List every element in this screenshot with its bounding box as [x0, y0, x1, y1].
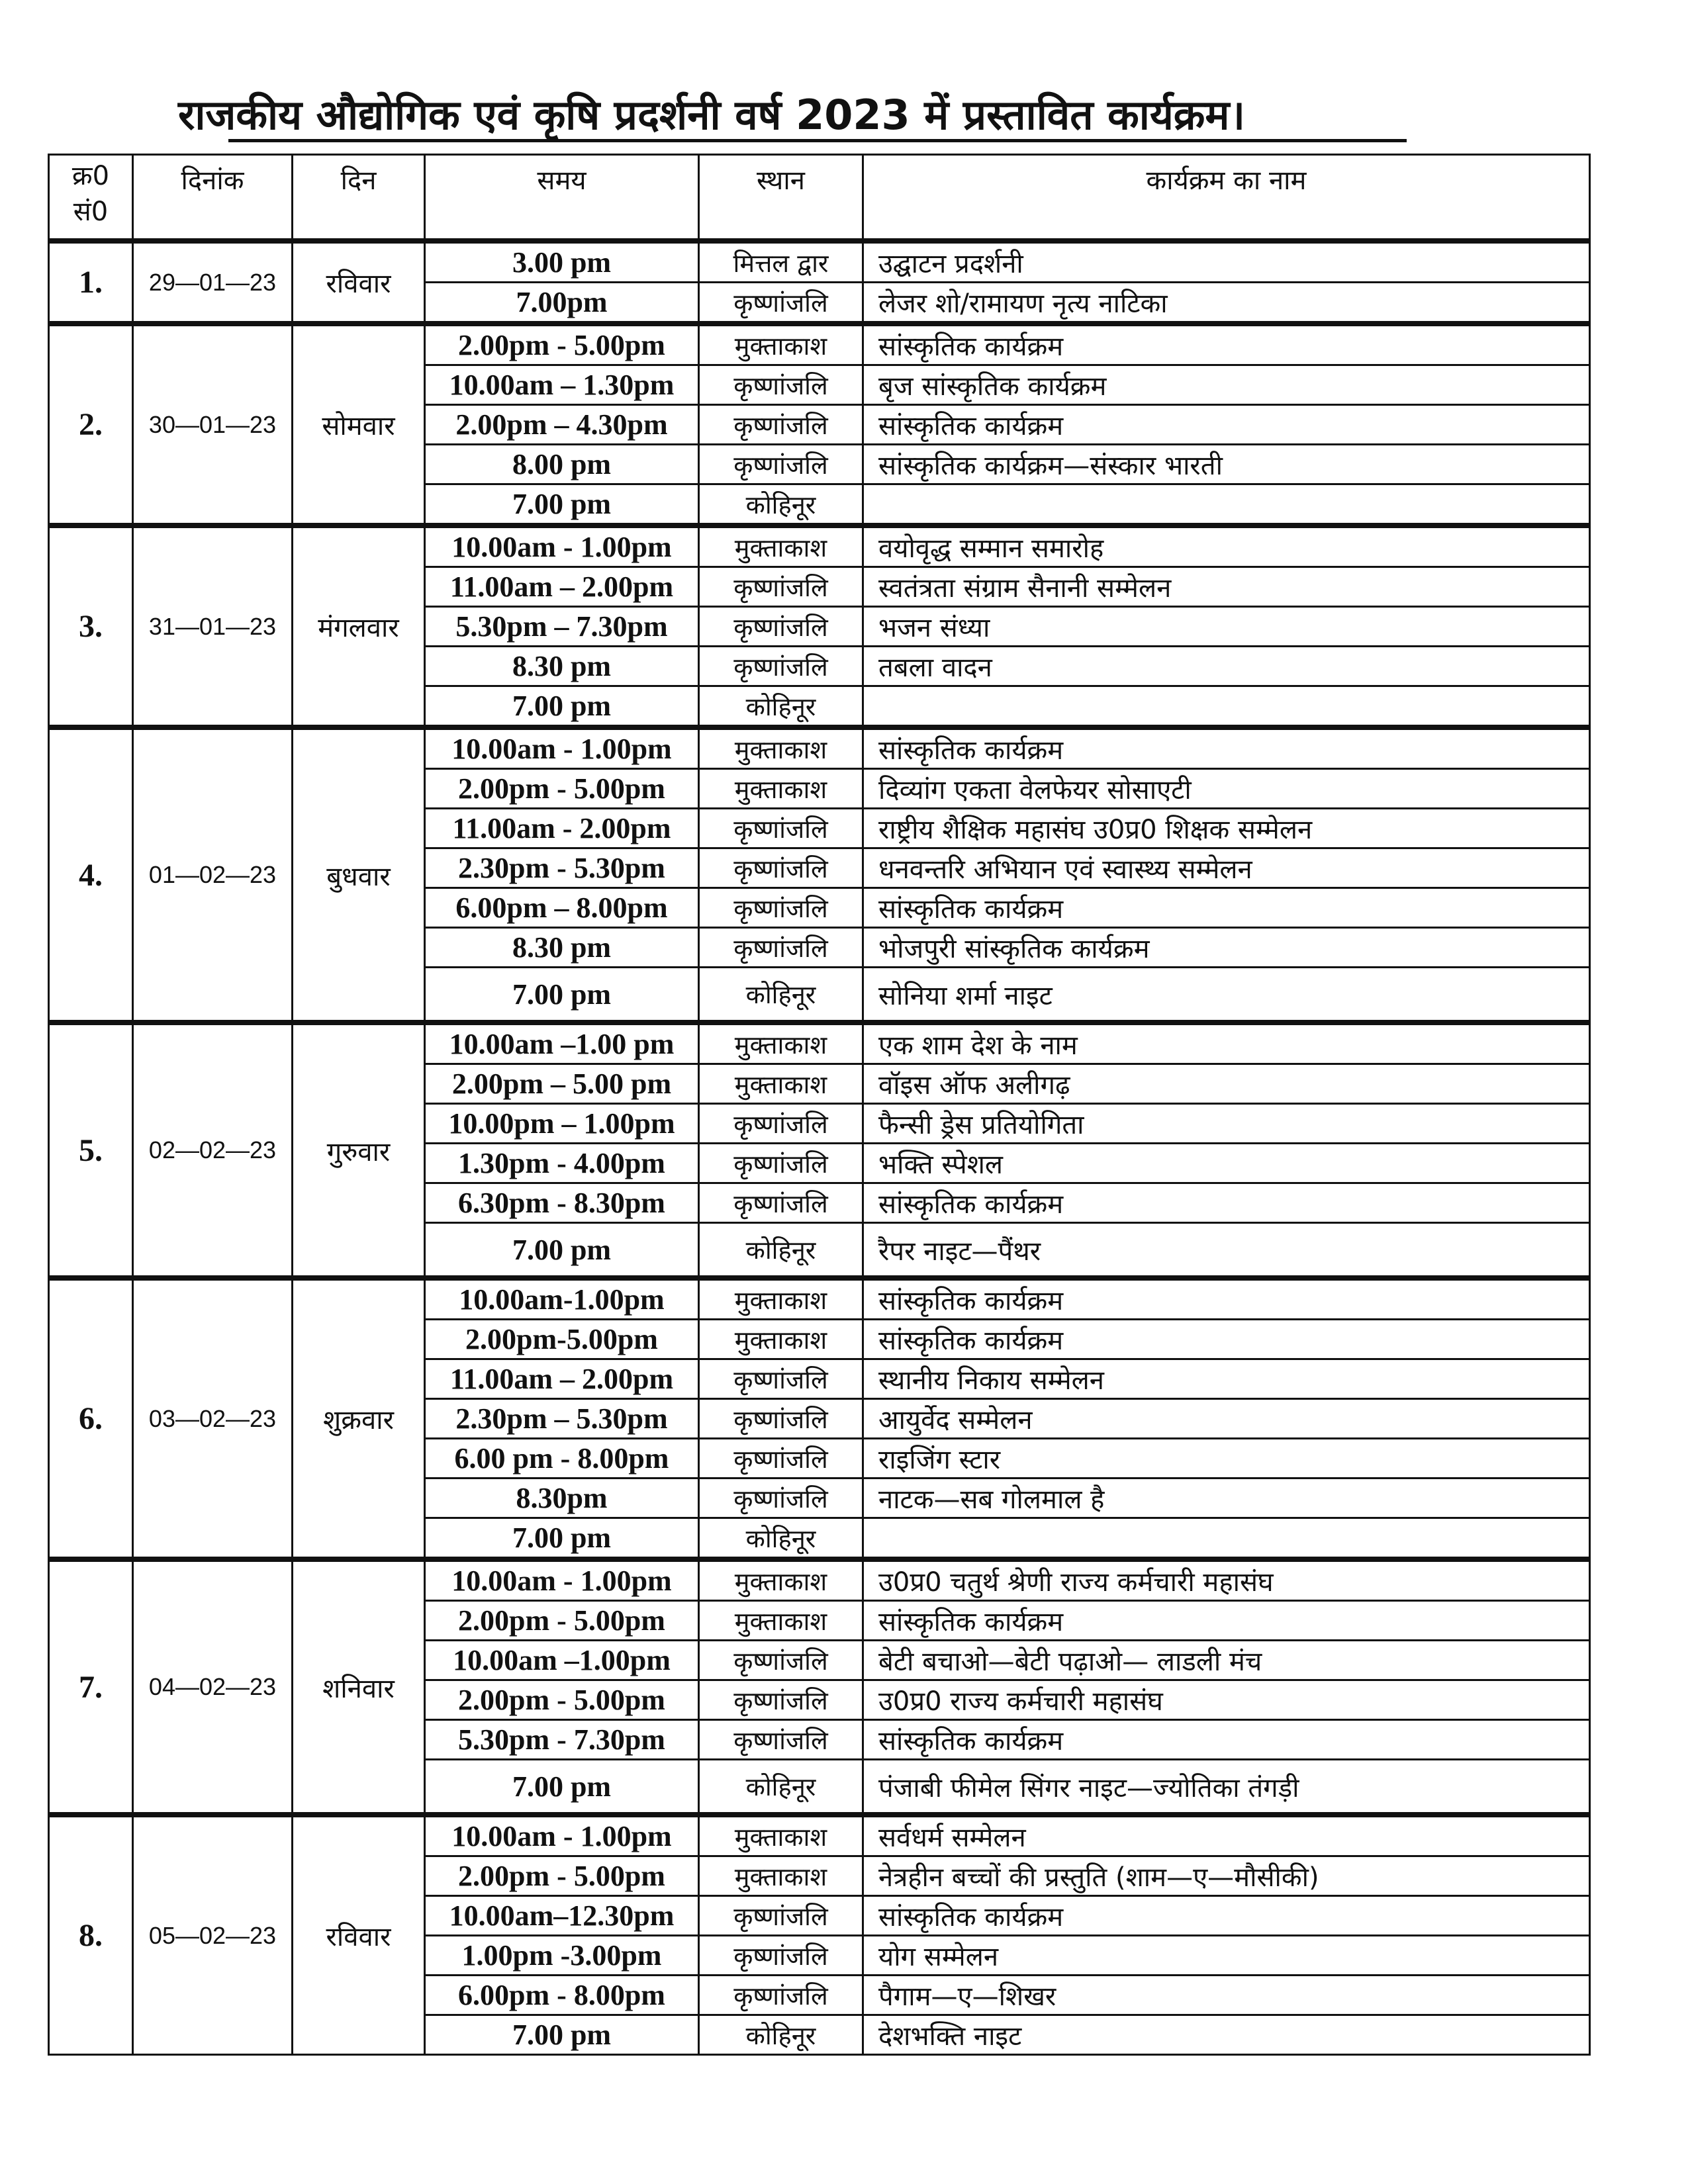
header-row — [49, 155, 1590, 242]
venue-cell: कृष्णांजलि — [699, 1104, 863, 1144]
time-cell: 7.00 pm — [425, 1760, 699, 1815]
program-cell: पैगाम—ए—शिखर — [863, 1976, 1590, 2015]
program-cell: सांस्कृतिक कार्यक्रम — [863, 1601, 1590, 1641]
time-cell: 2.00pm – 5.00 pm — [425, 1064, 699, 1104]
program-cell: स्वतंत्रता संग्राम सैनानी सम्मेलन — [863, 567, 1590, 607]
venue-cell: कृष्णांजलि — [699, 405, 863, 445]
date-cell: 04—02—23 — [133, 1559, 293, 1815]
program-cell: देशभक्ति नाइट — [863, 2015, 1590, 2055]
venue-cell: कृष्णांजलि — [699, 1479, 863, 1518]
schedule-row — [49, 1023, 1590, 1064]
venue-cell: कृष्णांजलि — [699, 1439, 863, 1479]
time-cell: 8.30 pm — [425, 647, 699, 686]
venue-cell: कृष्णांजलि — [699, 1976, 863, 2015]
time-cell: 2.30pm - 5.30pm — [425, 848, 699, 888]
program-cell: बृज सांस्कृतिक कार्यक्रम — [863, 365, 1590, 405]
venue-cell: कृष्णांजलि — [699, 1183, 863, 1223]
program-cell: सांस्कृतिक कार्यक्रम — [863, 1320, 1590, 1359]
page-title: राजकीय औद्योगिक एवं कृषि प्रदर्शनी वर्ष 2023 में प्रस्तावित कार्यक्रम। — [178, 91, 1245, 139]
venue-cell: कृष्णांजलि — [699, 1936, 863, 1976]
program-cell: राइजिंग स्टार — [863, 1439, 1590, 1479]
program-cell: एक शाम देश के नाम — [863, 1023, 1590, 1064]
time-cell: 2.30pm – 5.30pm — [425, 1399, 699, 1439]
time-cell: 10.00am - 1.00pm — [425, 727, 699, 769]
program-cell: नेत्रहीन बच्चों की प्रस्तुति (शाम—ए—मौसीकी) — [863, 1856, 1590, 1896]
venue-cell: कृष्णांजलि — [699, 567, 863, 607]
schedule-row — [49, 1559, 1590, 1601]
time-cell: 2.00pm - 5.00pm — [425, 769, 699, 809]
schedule-row — [49, 1278, 1590, 1320]
venue-cell: कोहिनूर — [699, 1518, 863, 1560]
venue-cell: मुक्ताकाश — [699, 1856, 863, 1896]
schedule-row — [49, 525, 1590, 567]
time-cell: 10.00am – 1.30pm — [425, 365, 699, 405]
program-cell — [863, 686, 1590, 728]
venue-cell: कोहिनूर — [699, 1223, 863, 1279]
program-cell: भोजपुरी सांस्कृतिक कार्यक्रम — [863, 928, 1590, 968]
program-header: कार्यक्रम का नाम — [863, 155, 1590, 242]
venue-cell: कोहिनूर — [699, 484, 863, 526]
venue-cell: कृष्णांजलि — [699, 1720, 863, 1760]
time-cell: 7.00 pm — [425, 1518, 699, 1560]
time-cell: 10.00am-1.00pm — [425, 1278, 699, 1320]
day-cell: बुधवार — [293, 727, 425, 1023]
program-cell: धनवन्तरि अभियान एवं स्वास्थ्य सम्मेलन — [863, 848, 1590, 888]
date-cell: 03—02—23 — [133, 1278, 293, 1559]
time-cell: 11.00am – 2.00pm — [425, 567, 699, 607]
venue-cell: कृष्णांजलि — [699, 848, 863, 888]
serial-header-line1: क्र0 — [71, 161, 110, 191]
program-cell: लेजर शो/रामायण नृत्य नाटिका — [863, 283, 1590, 324]
venue-cell: कृष्णांजलि — [699, 1680, 863, 1720]
time-cell: 10.00am - 1.00pm — [425, 525, 699, 567]
date-cell: 02—02—23 — [133, 1023, 293, 1278]
time-cell: 10.00am –1.00pm — [425, 1641, 699, 1680]
time-cell: 2.00pm-5.00pm — [425, 1320, 699, 1359]
serial-number-cell: 7. — [49, 1559, 133, 1815]
day-cell: शनिवार — [293, 1559, 425, 1815]
serial-header-line2: सं0 — [73, 197, 109, 227]
program-cell: स्थानीय निकाय सम्मेलन — [863, 1359, 1590, 1399]
program-cell: सांस्कृतिक कार्यक्रम—संस्कार भारती — [863, 445, 1590, 484]
time-cell: 10.00pm – 1.00pm — [425, 1104, 699, 1144]
program-cell: सांस्कृतिक कार्यक्रम — [863, 1183, 1590, 1223]
date-header: दिनांक — [133, 155, 293, 242]
time-cell: 10.00am–12.30pm — [425, 1896, 699, 1936]
time-cell: 2.00pm – 4.30pm — [425, 405, 699, 445]
time-cell: 3.00 pm — [425, 241, 699, 283]
program-cell: उ0प्र0 चतुर्थ श्रेणी राज्य कर्मचारी महासंघ — [863, 1559, 1590, 1601]
venue-cell: मुक्ताकाश — [699, 1601, 863, 1641]
program-cell — [863, 1518, 1590, 1560]
time-cell: 7.00 pm — [425, 2015, 699, 2055]
venue-cell: मुक्ताकाश — [699, 1023, 863, 1064]
time-cell: 5.30pm - 7.30pm — [425, 1720, 699, 1760]
venue-cell: कोहिनूर — [699, 968, 863, 1023]
serial-header — [49, 155, 133, 242]
serial-number-cell: 1. — [49, 241, 133, 324]
program-cell: वॉइस ऑफ अलीगढ़ — [863, 1064, 1590, 1104]
venue-cell: कृष्णांजलि — [699, 445, 863, 484]
program-cell: आयुर्वेद सम्मेलन — [863, 1399, 1590, 1439]
venue-cell: कृष्णांजलि — [699, 647, 863, 686]
program-cell: सांस्कृतिक कार्यक्रम — [863, 1720, 1590, 1760]
time-cell: 6.30pm - 8.30pm — [425, 1183, 699, 1223]
venue-cell: मुक्ताकाश — [699, 769, 863, 809]
time-cell: 6.00pm – 8.00pm — [425, 888, 699, 928]
venue-cell: मुक्ताकाश — [699, 1064, 863, 1104]
venue-cell: मित्तल द्वार — [699, 241, 863, 283]
time-cell: 10.00am - 1.00pm — [425, 1815, 699, 1856]
program-cell: भजन संध्या — [863, 607, 1590, 647]
venue-cell: कृष्णांजलि — [699, 1144, 863, 1183]
program-cell: सांस्कृतिक कार्यक्रम — [863, 324, 1590, 365]
schedule-row — [49, 727, 1590, 769]
serial-number-cell: 6. — [49, 1278, 133, 1559]
time-cell: 2.00pm - 5.00pm — [425, 324, 699, 365]
program-cell: तबला वादन — [863, 647, 1590, 686]
day-cell: सोमवार — [293, 324, 425, 525]
time-cell: 7.00 pm — [425, 1223, 699, 1279]
time-cell: 6.00pm - 8.00pm — [425, 1976, 699, 2015]
program-cell: सांस्कृतिक कार्यक्रम — [863, 1896, 1590, 1936]
day-cell: गुरुवार — [293, 1023, 425, 1278]
time-cell: 1.00pm -3.00pm — [425, 1936, 699, 1976]
day-cell: मंगलवार — [293, 525, 425, 727]
time-cell: 2.00pm - 5.00pm — [425, 1856, 699, 1896]
program-cell: सांस्कृतिक कार्यक्रम — [863, 888, 1590, 928]
venue-cell: कोहिनूर — [699, 686, 863, 728]
title-underline — [228, 139, 1407, 142]
schedule-table — [48, 154, 1591, 2056]
time-cell: 10.00am - 1.00pm — [425, 1559, 699, 1601]
program-cell: योग सम्मेलन — [863, 1936, 1590, 1976]
venue-cell: कृष्णांजलि — [699, 1359, 863, 1399]
time-cell: 2.00pm - 5.00pm — [425, 1601, 699, 1641]
time-cell: 11.00am – 2.00pm — [425, 1359, 699, 1399]
time-cell: 7.00 pm — [425, 968, 699, 1023]
program-cell: उ0प्र0 राज्य कर्मचारी महासंघ — [863, 1680, 1590, 1720]
time-cell: 7.00 pm — [425, 484, 699, 526]
date-cell: 31—01—23 — [133, 525, 293, 727]
serial-number-cell: 8. — [49, 1815, 133, 2055]
day-cell: रविवार — [293, 1815, 425, 2055]
venue-cell: मुक्ताकाश — [699, 1320, 863, 1359]
venue-cell: कोहिनूर — [699, 2015, 863, 2055]
program-cell: सांस्कृतिक कार्यक्रम — [863, 405, 1590, 445]
program-cell: सोनिया शर्मा नाइट — [863, 968, 1590, 1023]
serial-number-cell: 2. — [49, 324, 133, 525]
date-cell: 05—02—23 — [133, 1815, 293, 2055]
program-cell: सांस्कृतिक कार्यक्रम — [863, 727, 1590, 769]
program-cell: फैन्सी ड्रेस प्रतियोगिता — [863, 1104, 1590, 1144]
program-cell: रैपर नाइट—पैंथर — [863, 1223, 1590, 1279]
program-cell: राष्ट्रीय शैक्षिक महासंघ उ0प्र0 शिक्षक सम्मेलन — [863, 809, 1590, 848]
venue-cell: मुक्ताकाश — [699, 324, 863, 365]
serial-number-cell: 3. — [49, 525, 133, 727]
program-cell: उद्घाटन प्रदर्शनी — [863, 241, 1590, 283]
date-cell: 01—02—23 — [133, 727, 293, 1023]
venue-cell: कृष्णांजलि — [699, 1641, 863, 1680]
time-cell: 10.00am –1.00 pm — [425, 1023, 699, 1064]
schedule-row — [49, 324, 1590, 365]
venue-cell: कृष्णांजलि — [699, 1399, 863, 1439]
time-cell: 8.30 pm — [425, 928, 699, 968]
time-cell: 7.00 pm — [425, 686, 699, 728]
program-cell: भक्ति स्पेशल — [863, 1144, 1590, 1183]
day-header: दिन — [293, 155, 425, 242]
serial-number-cell: 4. — [49, 727, 133, 1023]
schedule-row — [49, 241, 1590, 283]
program-cell: सांस्कृतिक कार्यक्रम — [863, 1278, 1590, 1320]
day-cell: रविवार — [293, 241, 425, 324]
time-cell: 5.30pm – 7.30pm — [425, 607, 699, 647]
program-cell: वयोवृद्ध सम्मान समारोह — [863, 525, 1590, 567]
program-cell — [863, 484, 1590, 526]
venue-cell: कृष्णांजलि — [699, 283, 863, 324]
venue-cell: कृष्णांजलि — [699, 888, 863, 928]
venue-cell: कृष्णांजलि — [699, 1896, 863, 1936]
time-cell: 7.00pm — [425, 283, 699, 324]
venue-cell: मुक्ताकाश — [699, 525, 863, 567]
program-cell: बेटी बचाओ—बेटी पढ़ाओ— लाडली मंच — [863, 1641, 1590, 1680]
time-cell: 2.00pm - 5.00pm — [425, 1680, 699, 1720]
time-cell: 11.00am - 2.00pm — [425, 809, 699, 848]
program-cell: दिव्यांग एकता वेलफेयर सोसाएटी — [863, 769, 1590, 809]
venue-cell: मुक्ताकाश — [699, 1278, 863, 1320]
venue-cell: कृष्णांजलि — [699, 809, 863, 848]
venue-cell: कृष्णांजलि — [699, 365, 863, 405]
schedule-row — [49, 1815, 1590, 1856]
serial-number-cell: 5. — [49, 1023, 133, 1278]
time-cell: 8.00 pm — [425, 445, 699, 484]
venue-cell: मुक्ताकाश — [699, 727, 863, 769]
program-cell: पंजाबी फीमेल सिंगर नाइट—ज्योतिका तंगड़ी — [863, 1760, 1590, 1815]
venue-cell: कृष्णांजलि — [699, 607, 863, 647]
venue-cell: कोहिनूर — [699, 1760, 863, 1815]
date-cell: 30—01—23 — [133, 324, 293, 525]
date-cell: 29—01—23 — [133, 241, 293, 324]
venue-cell: मुक्ताकाश — [699, 1815, 863, 1856]
time-cell: 6.00 pm - 8.00pm — [425, 1439, 699, 1479]
venue-cell: कृष्णांजलि — [699, 928, 863, 968]
venue-cell: मुक्ताकाश — [699, 1559, 863, 1601]
time-header: समय — [425, 155, 699, 242]
schedule-body — [49, 241, 1590, 2055]
day-cell: शुक्रवार — [293, 1278, 425, 1559]
time-cell: 1.30pm - 4.00pm — [425, 1144, 699, 1183]
program-cell: नाटक—सब गोलमाल है — [863, 1479, 1590, 1518]
program-cell: सर्वधर्म सम्मेलन — [863, 1815, 1590, 1856]
venue-header: स्थान — [699, 155, 863, 242]
time-cell: 8.30pm — [425, 1479, 699, 1518]
